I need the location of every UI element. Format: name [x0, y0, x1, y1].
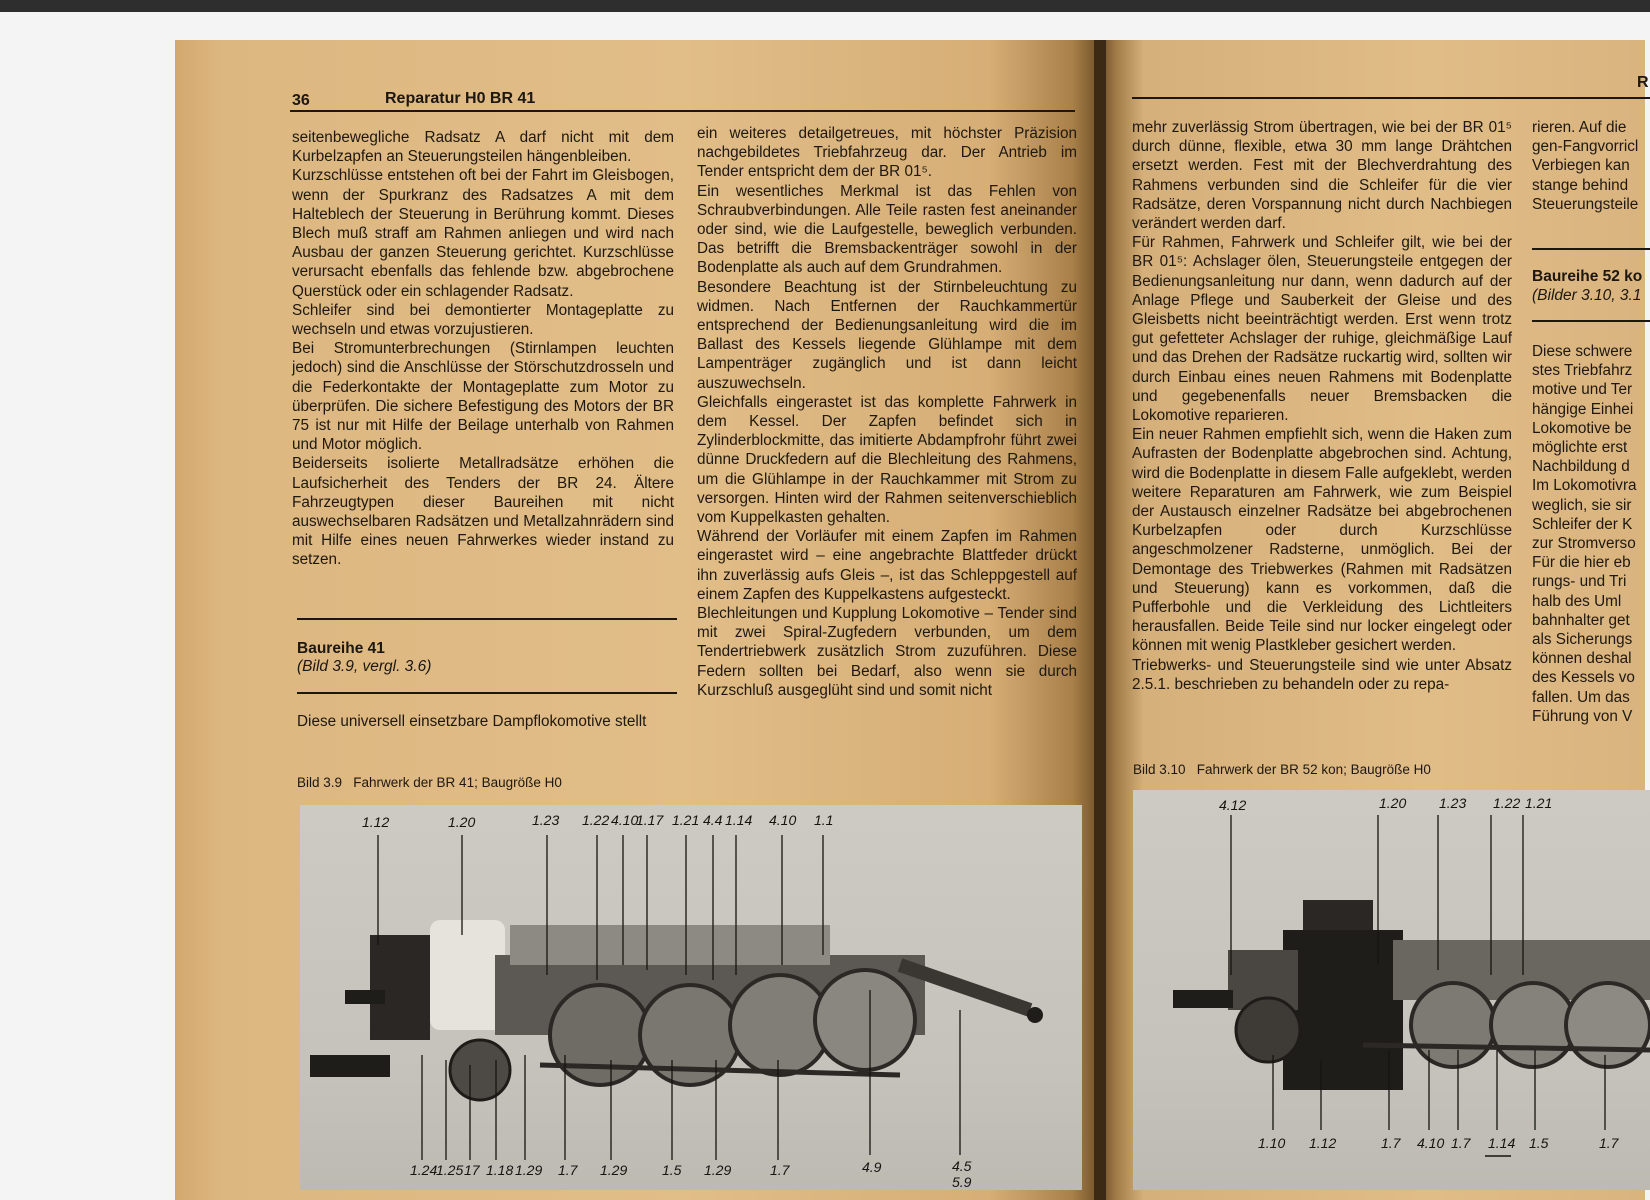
figure-photo-br52 — [1133, 790, 1650, 1190]
text-line: möglichte erst — [1532, 439, 1628, 457]
part-label: 1.22 — [1493, 795, 1521, 811]
part-label: 1.7 — [1381, 1135, 1401, 1151]
text-line: stes Triebfahrz — [1532, 362, 1633, 380]
wheel — [1411, 983, 1495, 1067]
paragraph: Ein wesentliches Merkmal ist das Fehlen von Schraubverbindungen. Alle Teile rasten fest aneinander oder sind, wie die Laufgestelle, beweglich verbunden. Das betrifft die Bremsbackenträger sowohl in der Bodenplatte als auch auf dem Grundrahmen. — [697, 182, 1077, 277]
wheel — [1236, 998, 1300, 1062]
text-line: rieren. Auf die — [1532, 119, 1627, 136]
text-line: rungs- und Tri — [1532, 573, 1627, 591]
text-line: zur Stromverso — [1532, 535, 1636, 553]
part-label: 1.21 — [672, 812, 700, 828]
figure-caption-3-9: Bild 3.9 Fahrwerk der BR 41; Baugröße H0 — [297, 775, 562, 790]
part-label: 1.23 — [1439, 795, 1467, 811]
part-label: 1.7 — [1599, 1135, 1619, 1151]
paragraph: Besondere Beachtung ist der Stirnbeleuchtung zu widmen. Nach Entfernen der Rauchkammertür entsprechend der Bedienungsanleitung wird die im Ballast des Kessels liegende Glühlampe mit dem Lampenträger zugänglich und ist dann leicht auszuwechseln. — [697, 278, 1077, 392]
running-head: Reparatur H0 BR 41 — [385, 90, 536, 107]
section-intro: Diese universell einsetzbare Dampflokomotive stellt — [297, 713, 647, 730]
chassis-part — [370, 935, 430, 1040]
text-line: gen-Fangvorricl — [1532, 138, 1639, 156]
figure-caption-3-10: Bild 3.10 Fahrwerk der BR 52 kon; Baugröße H0 — [1133, 762, 1431, 777]
part-label: 1.18 — [486, 1162, 514, 1178]
text-line: weglich, sie sir — [1532, 496, 1632, 514]
chassis-part — [430, 920, 505, 1030]
text-line: des Kessels vo — [1532, 669, 1635, 687]
text-line: Nachbildung d — [1532, 458, 1630, 476]
part-label: 4.9 — [862, 1159, 882, 1175]
text-line: Im Lokomotivra — [1532, 477, 1637, 495]
book-gutter — [1094, 40, 1106, 1200]
section-title: Baureihe 41 — [297, 640, 385, 657]
part-label: 1.14 — [1488, 1135, 1516, 1151]
text-line: können deshal — [1532, 650, 1632, 668]
left-column-2 — [697, 124, 1077, 700]
text-line: als Sicherungs — [1532, 631, 1633, 649]
paragraph: Während der Vorläufer mit einem Zapfen im Rahmen eingerastet wird – eine angebrachte Blattfeder drückt ihn zuverlässig aufs Gleis –, ist das Schleppgestell auf einem Zapfen des Kuppelkastens aufgesteckt. — [697, 528, 1077, 603]
paragraph: Triebwerks- und Steuerungsteile sind wie unter Absatz 2.5.1. beschrieben zu behandeln oder zu repa- — [1132, 656, 1512, 693]
part-label: 1.22 — [582, 812, 610, 828]
wheel — [815, 970, 915, 1070]
text-line: Für die hier eb — [1532, 554, 1631, 572]
text-line: Schleifer der K — [1532, 515, 1633, 533]
paragraph: Beiderseits isolierte Metallradsätze erhöhen die Laufsicherheit des Tenders der BR 24. Ältere Fahrzeugtypen dieser Baureihen mit nicht auswechselbaren Radsätzen und Metallzahnrädern sind mit Hilfe eines neuen Fahrwerkes wieder instand zu setzen. — [292, 455, 674, 569]
buffer-beam — [310, 1055, 390, 1077]
right-column-2-top — [1532, 118, 1650, 214]
right-column-2-bottom — [1532, 342, 1650, 726]
text-line: halb des Uml — [1532, 592, 1622, 610]
paragraph: Bei Stromunterbrechungen (Stirnlampen leuchten jedoch) sind die Anschlüsse der Störschutzdrosseln und die Federkontakte der Montageplatte zum Motor zu überprüfen. Die sichere Befestigung des Motors der BR 75 ist nur mit Hilfe der Beilage unterhalb von Rahmen und Motor möglich. — [292, 340, 674, 454]
chassis-part — [1283, 930, 1403, 1090]
paragraph: Für Rahmen, Fahrwerk und Schleifer gilt, wie bei der BR 01⁵: Achslager ölen, Steuerungsteile entgegen der Bedienungsanleitung nur dann, wenn dadurch auf der Anlage Pflege und Sauberkeit der Gleise und des Gleisbetts nicht beeinträchtigt werden. Erst wenn trotz gut gefetteter Achslager der ruhige, gleichmäßige Lauf und das Drehen der Radsätze ruckartig wird, sollten wir durch Einbau eines neuen Rahmens mit Bodenplatte und gegebenenfalls neuer Bremsbacken die Lokomotive reparieren. — [1132, 234, 1512, 425]
section-reference: (Bild 3.9, vergl. 3.6) — [297, 658, 432, 675]
part-label: 1.14 — [725, 812, 753, 828]
running-head-fragment: R — [1637, 74, 1649, 91]
part-label: 1.7 — [558, 1162, 578, 1178]
header-rule-left — [290, 110, 1075, 112]
part-label: 1.10 — [1258, 1135, 1286, 1151]
section-title-right: Baureihe 52 ko — [1532, 268, 1643, 285]
header-rule-right — [1132, 97, 1650, 99]
part-label: 4.4 — [703, 812, 723, 828]
paragraph: mehr zuverlässig Strom übertragen, wie bei der BR 01⁵ durch dünne, flexible, etwa 30 mm lange Drähtchen ersetzt werden. Fest mit der Blechverdrahtung des Rahmens verbunden sind die Schleifer für die vier Radsätze, deren Vorspannung nicht durch Nachbiegen verändert werden darf. — [1132, 119, 1512, 233]
part-label: 1.17 — [636, 812, 664, 828]
text-line: Führung von V — [1532, 707, 1633, 725]
paragraph: Gleichfalls eingerastet ist das komplette Fahrwerk in dem Kessel. Der Zapfen befindet sich in Zylinderblockmitte, das imitierte Abdampfrohr führt zwei dünne Druckfedern auf die Blechleitung des Rahmens, um die Glühlampe in der Rauchkammer mit Strom zu versorgen. Hinten wird der Rahmen seitenverschieblich vom Kuppelkasten gehalten. — [697, 393, 1077, 527]
paragraph: Ein neuer Rahmen empfiehlt sich, wenn die Haken zum Aufrasten der Bodenplatte abgebrochen sind. Achtung, wird die Bodenplatte in diesem Falle aufgeklebt, werden weitere Reparaturen am Fahrwerk, wie zum Beispiel der Austausch einzelner Radsätze bei abgebrochenen Kurbelzapfen oder durch Kurzschlüsse angeschmolzener Radsterne, unmöglich. Bei der Demontage des Triebwerkes (Rahmen mit Radsätzen und Steuerung) kann es vorkommen, daß die Pufferbohle und die Verkleidung des Lichtleiters herausfallen. Beide Teile sind nur locker eingelegt oder können mit wenig Plastkleber gesichert werden. — [1132, 426, 1512, 655]
part-label: 1.7 — [770, 1162, 790, 1178]
part-label: 1.12 — [362, 814, 390, 830]
buffer-beam — [1173, 990, 1233, 1008]
paragraph: Schleifer sind bei demontierter Montageplatte zu wechseln und etwas vorzujustieren. — [292, 301, 674, 339]
part-label: 1.7 — [1451, 1135, 1471, 1151]
paragraph: Kurzschlüsse entstehen oft bei der Fahrt im Gleisbogen, wenn der Spurkranz des Radsatzes A mit dem Halteblech der Steuerung in Berührung kommt. Dieses Blech muß straff am Rahmen anliegen und wird nach Ausbau der ganzen Steuerung gerichtet. Kurzschlüsse verursacht ebenfalls das fehlende bzw. abgebrochene Querstück oder ein schlagender Radsatz. — [292, 167, 674, 300]
part-label: 1.5 — [1529, 1135, 1549, 1151]
part-label: 1.29 — [704, 1162, 732, 1178]
text-line: Steuerungsteile — [1532, 195, 1639, 213]
part-label: 1.20 — [1379, 795, 1407, 811]
part-label: 4.5 — [952, 1158, 972, 1174]
right-column-1 — [1132, 118, 1512, 694]
part-label: 1.24 — [410, 1162, 438, 1178]
part-label: 4.10 — [769, 812, 797, 828]
part-label: 4.10 — [1417, 1135, 1445, 1151]
section-rule-top-right — [1532, 248, 1650, 250]
part-label: 1.20 — [448, 814, 476, 830]
part-label: 1.23 — [532, 812, 560, 828]
part-label: 4.10 — [611, 812, 639, 828]
part-label: 1.5 — [662, 1162, 682, 1178]
coupler — [345, 990, 385, 1004]
part-label: 1.29 — [600, 1162, 628, 1178]
paragraph: seitenbewegliche Radsatz A darf nicht mit dem Kurbelzapfen an Steuerungsteilen hängenbleiben. — [292, 129, 674, 166]
scan-border — [0, 0, 1650, 12]
paragraph: ein weiteres detailgetreues, mit höchster Präzision nachgebildetes Triebfahrzeug dar. Der Antrieb im Tender entspricht dem der BR 01⁵. — [697, 125, 1077, 181]
figure-photo-br41 — [300, 805, 1082, 1190]
part-label: 1.1 — [814, 812, 834, 828]
coupler-hook — [1027, 1007, 1043, 1023]
wheel — [450, 1040, 510, 1100]
part-label: 1.12 — [1309, 1135, 1337, 1151]
part-label: 17 — [464, 1162, 480, 1178]
paragraph: Blechleitungen und Kupplung Lokomotive – Tender sind mit zwei Spiral-Zugfedern verbunden, um dem Tendertriebwerk zusätzlich Strom zuzuführen. Diese Federn sollten bei Bedarf, also wenn sie durch Kurzschluß ausgeglüht sind und somit nicht — [697, 605, 1077, 699]
part-label: 4.12 — [1219, 797, 1247, 813]
part-label: 5.9 — [952, 1174, 972, 1190]
br52-chassis-illustration — [1133, 790, 1650, 1190]
page-number: 36 — [292, 92, 310, 109]
text-line: Diese schwere — [1532, 343, 1633, 360]
text-line: bahnhalter get — [1532, 611, 1630, 629]
wheel — [1491, 983, 1575, 1067]
part-label: 1.21 — [1525, 795, 1553, 811]
left-column-1 — [292, 128, 674, 570]
section-rule-bottom — [297, 692, 677, 694]
text-line: motive und Ter — [1532, 381, 1633, 399]
text-line: hängige Einhei — [1532, 400, 1634, 418]
part-label: 1.29 — [515, 1162, 543, 1178]
br41-chassis-illustration — [300, 805, 1082, 1190]
section-rule-top — [297, 618, 677, 620]
text-line: fallen. Um das — [1532, 688, 1630, 706]
section-reference-right: (Bilder 3.10, 3.1 — [1532, 287, 1642, 304]
text-line: stange behind — [1532, 176, 1629, 194]
wheel — [1566, 983, 1650, 1067]
text-line: Lokomotive be — [1532, 419, 1632, 437]
part-label: 1.25 — [436, 1162, 464, 1178]
section-rule-bottom-right — [1532, 320, 1650, 322]
text-line: Verbiegen kan — [1532, 157, 1630, 175]
